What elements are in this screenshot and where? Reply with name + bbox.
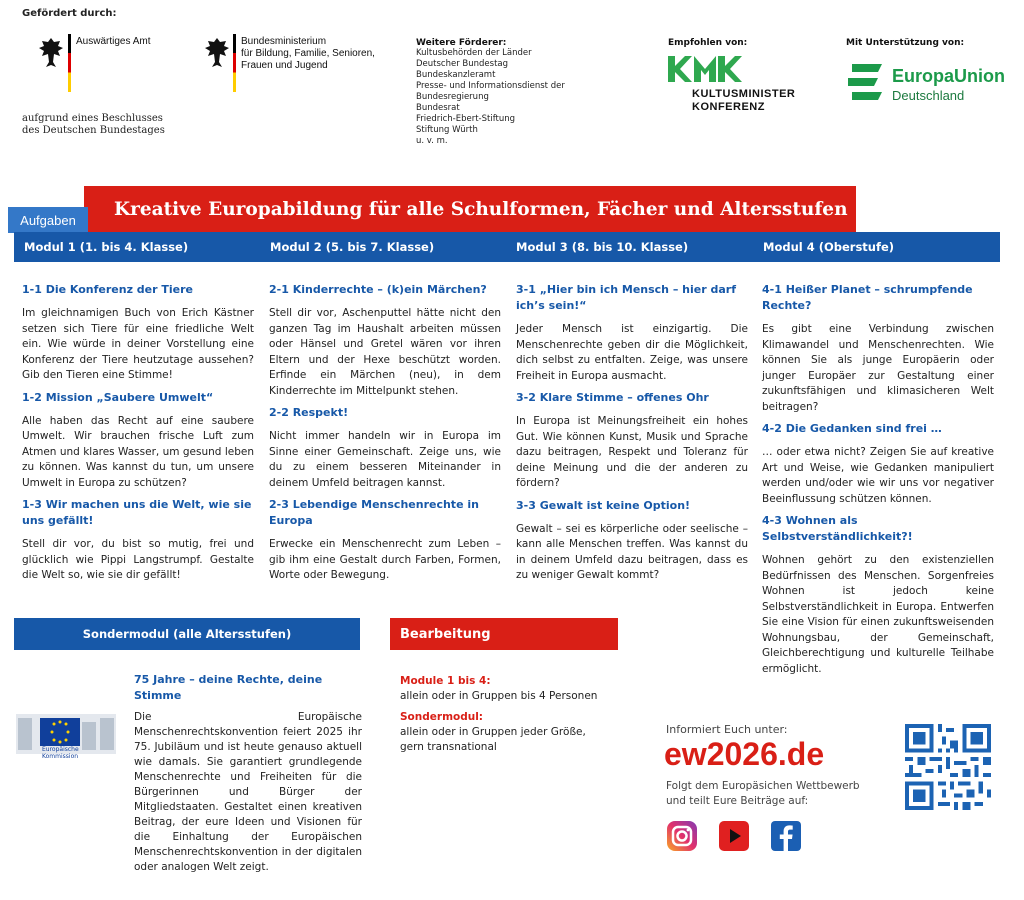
task-text: Erwecke ein Menschenrecht zum Leben – gib ihm eine Gestalt durch Farben, Formen, Worte oder Bewegung. [269,538,501,581]
ministry-line: Bundesministerium [241,36,327,47]
follow-line: Folgt dem Europäsichen Wettbewerb [666,780,860,792]
ec-label-line: Europäische [42,746,79,753]
task-title: 4-3 Wohnen als Selbstverständlichkeit?! [762,514,913,543]
processing-text: allein oder in Gruppen bis 4 Personen [400,690,598,702]
task-title: 4-1 Heißer Planet – schrumpfende Rechte? [762,283,973,312]
instagram-link[interactable] [666,820,698,856]
follow-text [666,779,860,809]
task-text: Alle haben das Recht auf eine saubere Umwelt. Wir brauchen frische Luft zum Atmen und klares Wasser, um gesund leben zu können. Was kannst du tun, um unsere Umwelt in Europa zu schützen? [22,414,254,489]
support-label: Mit Unterstützung von: [846,38,965,48]
further-sponsor-item: Bundeskanzleramt [416,70,496,80]
qr-code-icon [905,724,991,810]
task-text: … oder etwa nicht? Zeigen Sie auf kreative Art und Weise, wie Gedanken manipuliert werden und/oder wie wir uns vor negativer Beeinflussung schützen können. [762,446,994,505]
ec-label [42,746,79,760]
further-sponsor-item: Kultusbehörden der Länder [416,48,532,58]
decision-line: des Deutschen Bundestages [22,125,165,136]
follow-line: und teilt Eure Beiträge auf: [666,795,809,807]
task-title: 1-3 Wir machen uns die Welt, wie sie uns gefällt! [22,498,252,527]
flag-bar [233,34,236,92]
processing-heading: Sondermodul: [400,711,484,723]
task-text: Nicht immer handeln wir in Europa im Sinne einer Gemeinschaft. Zeige uns, wie du zu einem besseren Miteinander in deinem Umfeld beitragen kannst. [269,430,501,489]
flag-bar [68,34,71,92]
further-sponsor-item: u. v. m. [416,136,448,146]
foreign-office-logo [38,36,64,74]
federal-eagle-icon [38,36,64,70]
europa-union-name: EuropaUnion [892,66,1005,86]
task-title: 3-3 Gewalt ist keine Option! [516,498,691,512]
further-sponsor-item: Deutscher Bundestag [416,59,509,69]
main-title: Kreative Europabildung für alle Schulformen, Fächer und Altersstufen [84,186,856,232]
recommended-label: Empfohlen von: [668,38,748,48]
task-text: Gewalt – sei es körperliche oder seelische – kann alle Menschen treffen. Was kannst du in deinem Umfeld dazu beitragen, dass es zu weniger Gewalt kommt? [516,522,748,581]
funded-label: Gefördert durch: [22,8,117,19]
processing-heading: Module 1 bis 4: [400,675,491,687]
task-title: 2-2 Respekt! [269,406,349,419]
module-3-heading: Modul 3 (8. bis 10. Klasse) [516,240,689,254]
task-text: In Europa ist Meinungsfreiheit ein hohes Gut. Wie können Kunst, Musik und Sprache dazu beitragen, Respekt und Toleranz für deine Meinung und die der anderen zu fördern? [516,415,748,489]
inform-label: Informiert Euch unter: [666,723,788,736]
further-sponsor-item: Bundesrat [416,103,460,113]
foreign-office-name: Auswärtiges Amt [76,36,151,47]
bundestag-decision [22,113,165,137]
further-sponsor-item: Presse- und Informationsdienst der Bundesregierung [416,81,565,102]
instagram-icon [666,820,698,852]
module-1-column [22,282,254,590]
decision-line: aufgrund eines Beschlusses [22,113,163,124]
special-module-title: 75 Jahre – deine Rechte, deine Stimme [134,673,323,702]
module-4-column [762,282,994,683]
module-2-column [269,282,501,590]
task-title: 4-2 Die Gedanken sind frei … [762,422,942,435]
task-text: Wohnen gehört zu den existenziellen Bedürfnissen des Menschen. Sorgenfreies Wohnen ist jedoch keine Selbstverständlichkeit in Europa. Entwerfen Sie eine Vision für einen zukunftsweisenden Wohnungsbau, der Gemeinschaft, Gleichberechtigung und kulturelle Teilhabe ermöglicht. [762,554,994,675]
further-sponsors-list [416,48,636,147]
qr-code[interactable] [905,724,991,814]
task-text: Stell dir vor, Aschenputtel hätte nicht den ganzen Tag im Haushalt arbeiten müssen oder Hänsel und Gretel wären vor ihren Eltern und der Hexe beschützt worden. Erfinde ein Märchen (neu), in dem Kinderrechte im Mittelpunkt stehen. [269,307,501,397]
further-sponsors-label: Weitere Förderer: [416,38,507,48]
kmk-name-line: KONFERENZ [692,101,765,113]
processing-text: allein oder in Gruppen jeder Größe, gern transnational [400,726,586,753]
task-title: 3-1 „Hier bin ich Mensch – hier darf ich’s sein!“ [516,283,736,312]
youtube-link[interactable] [718,820,750,856]
task-text: Stell dir vor, du bist so mutig, frei und glücklich wie Pippi Langstrumpf. Gestalte die Welt so, wie sie dir gefällt! [22,538,254,581]
processing-bar: Bearbeitung [390,618,618,650]
module-2-heading: Modul 2 (5. bis 7. Klasse) [270,240,435,254]
kmk-logo-icon [668,56,742,82]
ministry-logo [204,36,230,74]
ministry-line: Frauen und Jugend [241,60,328,71]
facebook-link[interactable] [770,820,802,856]
task-text: Es gibt eine Verbindung zwischen Klimawandel und Menschenrechten. Wie können Sie als junge Europäerin oder junger Europäer zur Gestaltung einer zukunftsfähigen und klimasicheren Welt beitragen? [762,323,994,413]
task-text: Jeder Mensch ist einzigartig. Die Menschenrechte geben dir die Möglichkeit, dich selbst zu entfalten. Zeige, was unsere Freiheit in Europa ausmacht. [516,323,748,382]
module-4-heading: Modul 4 (Oberstufe) [763,240,895,254]
kmk-name-line: KULTUSMINISTER [692,88,796,100]
module-3-column [516,282,748,590]
federal-eagle-icon [204,36,230,70]
task-text: Im gleichnamigen Buch von Erich Kästner setzen sich Tiere für eine friedliche Welt ein. Wie würde in deiner Vorstellung eine Konferenz der Tiere heutzutage aussehen? Gib den Tieren eine Stimme! [22,307,254,381]
ministry-name [241,36,375,72]
task-title: 1-2 Mission „Saubere Umwelt“ [22,390,214,404]
website-link[interactable]: ew2026.de [664,736,825,772]
europa-union-sub: Deutschland [892,88,965,103]
kmk-logo [668,56,742,86]
further-sponsors [416,38,636,147]
special-module-text: Die Europäische Menschenrechtskonvention feiert 2025 ihr 75. Jubiläum und ist heute genauso aktuell wie damals. Sie garantiert grundlegende Menschenrechte und Freiheiten für die Bürgerinnen und Bürger der Mitgliedstaaten. Gestaltet einen kreativen Beitrag, der eure Ideen und Visionen für die Einhaltung der Europäischen Menschenrechtskonvention in der digitalen oder analogen Welt zeigt. [134,711,362,873]
task-title: 2-1 Kinderrechte – (k)ein Märchen? [269,283,487,296]
processing-content [400,674,610,761]
module-1-heading: Modul 1 (1. bis 4. Klasse) [24,240,189,254]
europa-union-e-icon [848,62,884,104]
special-module-content [134,672,362,881]
europa-union-logo [848,62,884,108]
ec-label-line: Kommission [42,753,79,760]
facebook-icon [770,820,802,852]
further-sponsor-item: Stiftung Würth [416,125,478,135]
european-commission-logo [16,712,116,760]
task-title: 1-1 Die Konferenz der Tiere [22,283,194,296]
task-title: 3-2 Klare Stimme – offenes Ohr [516,391,709,404]
special-module-bar: Sondermodul (alle Altersstufen) [14,618,360,650]
youtube-icon [718,820,750,852]
kmk-name [692,88,795,114]
ministry-line: für Bildung, Familie, Senioren, [241,48,375,59]
further-sponsor-item: Friedrich-Ebert-Stiftung [416,114,516,124]
task-title: 2-3 Lebendige Menschenrechte in Europa [269,498,479,527]
tasks-tab: Aufgaben [8,207,88,233]
